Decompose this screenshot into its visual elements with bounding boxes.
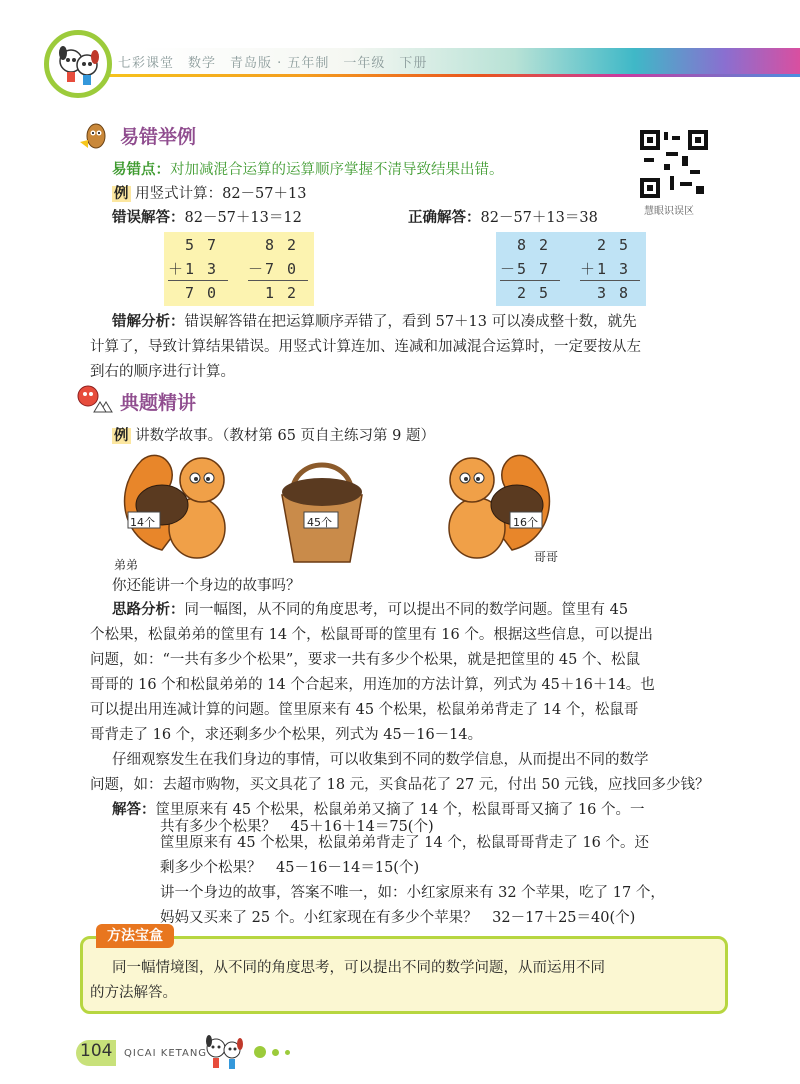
calc-line: －5 7	[500, 260, 551, 278]
example-section-icon	[76, 384, 116, 414]
left-count-label: 14个	[130, 516, 155, 529]
squirrel-illustration	[112, 450, 562, 570]
mistake-analysis	[112, 310, 732, 335]
page-number: 104	[80, 1041, 113, 1061]
mistake-example-text: 用竖式计算：82－57＋13	[135, 186, 307, 202]
analysis-line: 到右的顺序进行计算。	[90, 364, 235, 380]
right-answer-expr: 82－57＋13＝38	[480, 210, 598, 226]
right-count-label: 16个	[513, 516, 538, 529]
idea-line: 问题，如：“一共有多少个松果”，要求一共有多少个松果，就是把筐里的 45 个、松鼠	[90, 652, 640, 668]
analysis-label: 错解分析：	[112, 314, 185, 330]
qr-code[interactable]	[640, 130, 708, 198]
answer-line: 筐里原来有 45 个松果，松鼠弟弟又摘了 14 个，松鼠哥哥又摘了 16 个。一	[155, 802, 645, 818]
idea-line: 个松果，松鼠弟弟的筐里有 14 个，松鼠哥哥的筐里有 16 个。根据这些信息，可以提出	[90, 627, 653, 643]
mistake-point	[112, 158, 504, 183]
idea-line: 哥背走了 16 个，求还剩多少个松果，列式为 45－16－14。	[90, 727, 483, 743]
answer-line: 妈妈又买来了 25 个。小红家现在有多少个苹果？ 32－17＋25＝40(个)	[160, 910, 636, 926]
calc-line: ＋1 3	[580, 260, 631, 278]
calc-rule	[248, 280, 308, 281]
analysis-line	[112, 310, 732, 335]
calc-line: 3 8	[580, 284, 631, 302]
calc-line: 5 7	[168, 236, 219, 254]
mistake-point-text: 对加减混合运算的运算顺序掌握不清导致结果出错。	[170, 162, 504, 178]
answer-line: 筐里原来有 45 个松果，松鼠弟弟背走了 14 个，松鼠哥哥背走了 16 个。还	[160, 835, 650, 851]
mistake-section-icon	[78, 120, 112, 150]
method-box-tag: 方法宝盒	[96, 924, 174, 948]
mistake-point-label: 易错点：	[112, 162, 170, 178]
wrong-answer-expr: 82－57＋13＝12	[184, 210, 302, 226]
mistake-section-title: 易错举例	[120, 126, 197, 148]
method-line: 的方法解答。	[90, 985, 177, 1001]
footer-mascot	[200, 1030, 250, 1074]
footer-dot	[285, 1050, 290, 1055]
observe-line: 仔细观察发生在我们身边的事情，可以收集到不同的数学信息，从而提出不同的数学	[112, 752, 649, 768]
example-prompt-text: 讲数学故事。（教材第 65 页自主练习第 9 题）	[135, 428, 435, 444]
example-tag: 例	[114, 186, 129, 202]
answer-line: 共有多少个松果？ 45＋16＋14＝75(个)	[160, 819, 434, 835]
answer-line: 剩多少个松果？ 45－16－14＝15(个)	[160, 860, 420, 876]
left-squirrel-name: 弟弟	[114, 558, 139, 572]
example-prompt	[112, 424, 435, 449]
idea-analysis	[112, 598, 732, 623]
calc-line: －7 0	[248, 260, 299, 278]
answer-label: 解答：	[112, 802, 156, 818]
calc-rule	[580, 280, 640, 281]
right-answer	[408, 206, 598, 231]
header-series: 七彩课堂 数学 青岛版 · 五年制 一年级 下册	[118, 56, 428, 71]
idea-text: 同一幅图，从不同的角度思考，可以提出不同的数学问题。筐里有 45	[184, 602, 629, 618]
calc-line: 2 5	[500, 284, 551, 302]
middle-count-label: 45个	[307, 516, 332, 529]
mascot-logo	[44, 30, 112, 98]
calc-line: 8 2	[500, 236, 551, 254]
footer-dot	[272, 1049, 279, 1056]
calc-line: ＋1 3	[168, 260, 219, 278]
wrong-answer	[112, 206, 302, 231]
calc-line: 2 5	[580, 236, 631, 254]
mistake-example	[112, 182, 306, 207]
qr-caption: 慧眼识误区	[644, 206, 694, 217]
analysis-line: 计算了，导致计算结果错误。用竖式计算连加、连减和加减混合运算时，一定要按从左	[90, 339, 641, 355]
observe-line: 问题，如：去超市购物，买文具花了 18 元，买食品花了 27 元，付出 50 元钱，应找回多少钱？	[90, 777, 710, 793]
idea-line: 哥哥的 16 个和松鼠弟弟的 14 个合起来，用连加的方法计算，列式为 45＋16＋14。也	[90, 677, 655, 693]
calc-line: 1 2	[248, 284, 299, 302]
idea-label: 思路分析：	[112, 602, 185, 618]
example-tag: 例	[114, 428, 129, 444]
calc-rule	[168, 280, 228, 281]
method-line: 同一幅情境图，从不同的角度思考，可以提出不同的数学问题，从而运用不同	[112, 960, 605, 976]
footer-dot	[254, 1046, 266, 1058]
analysis-text: 错误解答错在把运算顺序弄错了，看到 57＋13 可以凑成整十数，就先	[184, 314, 637, 330]
footer-brand: QICAI KETANG	[124, 1048, 208, 1059]
story-question: 你还能讲一个身边的故事吗？	[112, 578, 301, 594]
calc-line: 8 2	[248, 236, 299, 254]
idea-line: 可以提出用连减计算的问题。筐里原来有 45 个松果，松鼠弟弟背走了 14 个，松鼠哥	[90, 702, 639, 718]
calc-rule	[500, 280, 560, 281]
answer-line: 讲一个身边的故事，答案不唯一，如：小红家原来有 32 个苹果，吃了 17 个，	[160, 885, 665, 901]
wrong-answer-label: 错误解答：	[112, 210, 185, 226]
right-answer-label: 正确解答：	[408, 210, 481, 226]
right-squirrel-name: 哥哥	[534, 550, 559, 564]
header-rule	[90, 74, 800, 77]
example-section-title: 典题精讲	[120, 392, 197, 414]
calc-line: 7 0	[168, 284, 219, 302]
